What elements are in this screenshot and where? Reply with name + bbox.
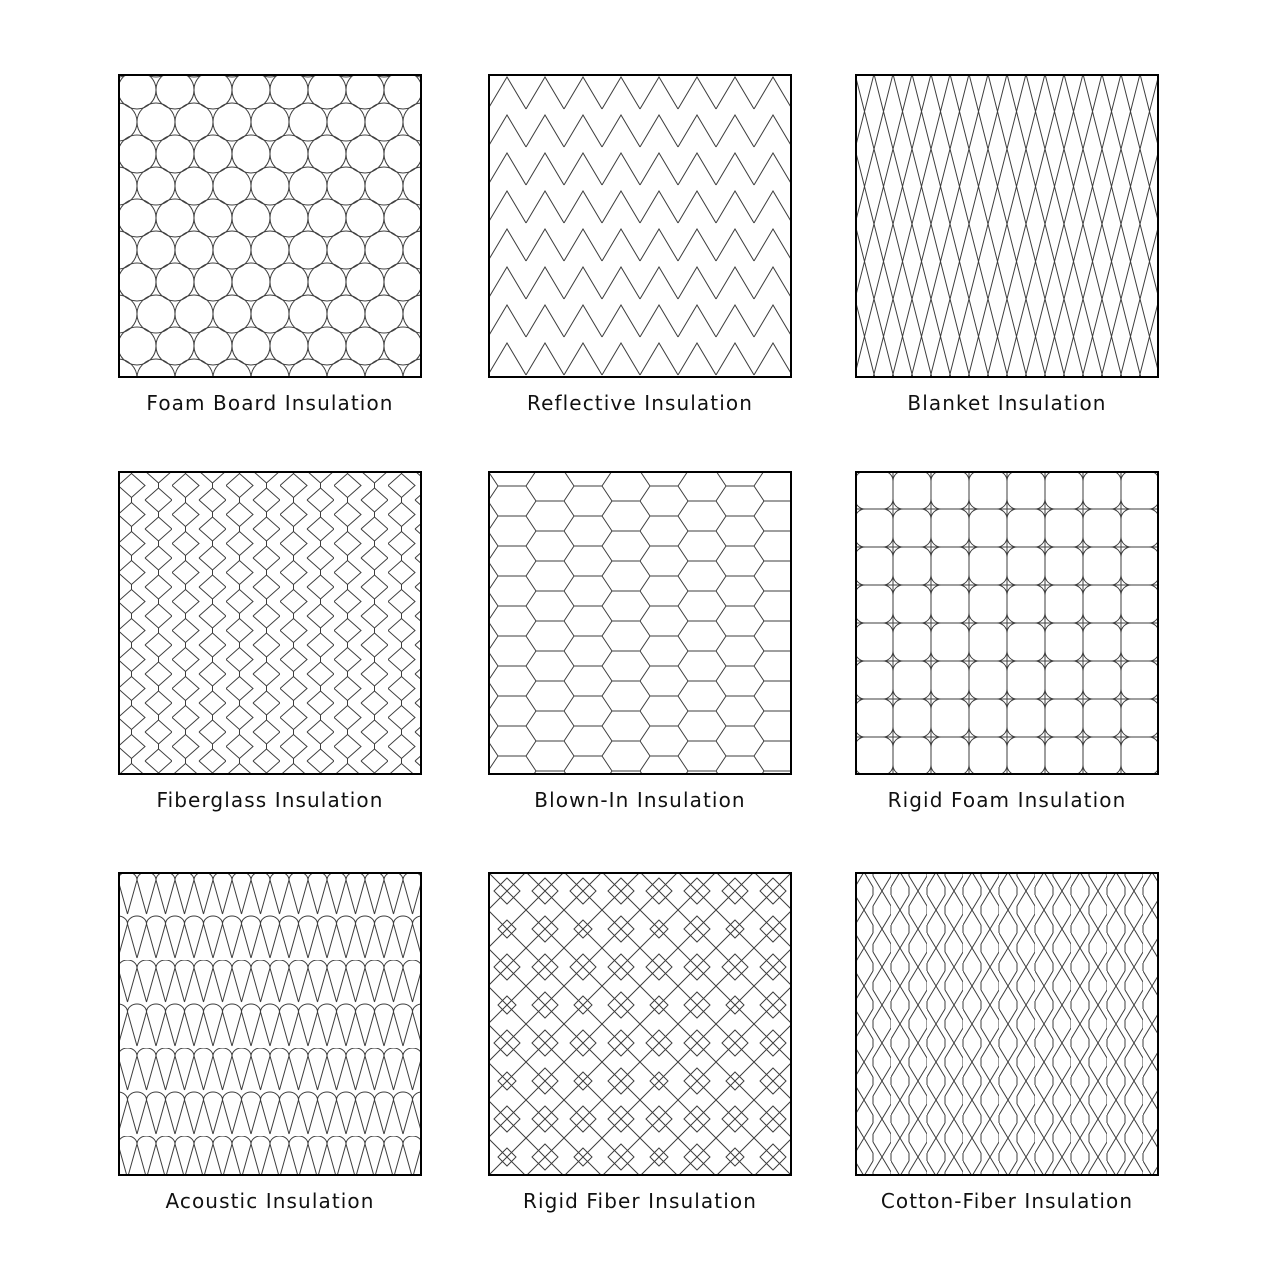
pattern-cell-reflective [488,74,792,415]
pattern-swatch-rigid-fiber [488,872,792,1176]
pattern-swatch-acoustic [118,872,422,1176]
pattern-label-foam-board: Foam Board Insulation [146,391,394,415]
pattern-swatch-cotton-fiber [855,872,1159,1176]
pattern-label-rigid-fiber: Rigid Fiber Insulation [523,1189,757,1213]
pattern-swatch-blanket [855,74,1159,378]
pattern-cell-blanket [855,74,1159,415]
pattern-swatch-blown-in [488,471,792,775]
pattern-cell-cotton-fiber [855,872,1159,1213]
pattern-swatch-reflective [488,74,792,378]
pattern-swatch-fiberglass [118,471,422,775]
pattern-label-rigid-foam: Rigid Foam Insulation [887,788,1127,812]
pattern-swatch-foam-board [118,74,422,378]
pattern-cell-rigid-fiber [488,872,792,1213]
pattern-label-cotton-fiber: Cotton-Fiber Insulation [880,1189,1134,1213]
pattern-cell-foam-board [118,74,422,415]
pattern-cell-blown-in [488,471,792,812]
pattern-label-blanket: Blanket Insulation [907,391,1107,415]
pattern-swatch-rigid-foam [855,471,1159,775]
pattern-cell-rigid-foam [855,471,1159,812]
pattern-label-acoustic: Acoustic Insulation [165,1189,375,1213]
pattern-label-reflective: Reflective Insulation [527,391,753,415]
pattern-label-blown-in: Blown-In Insulation [534,788,746,812]
pattern-cell-fiberglass [118,471,422,812]
pattern-cell-acoustic [118,872,422,1213]
pattern-label-fiberglass: Fiberglass Insulation [156,788,384,812]
